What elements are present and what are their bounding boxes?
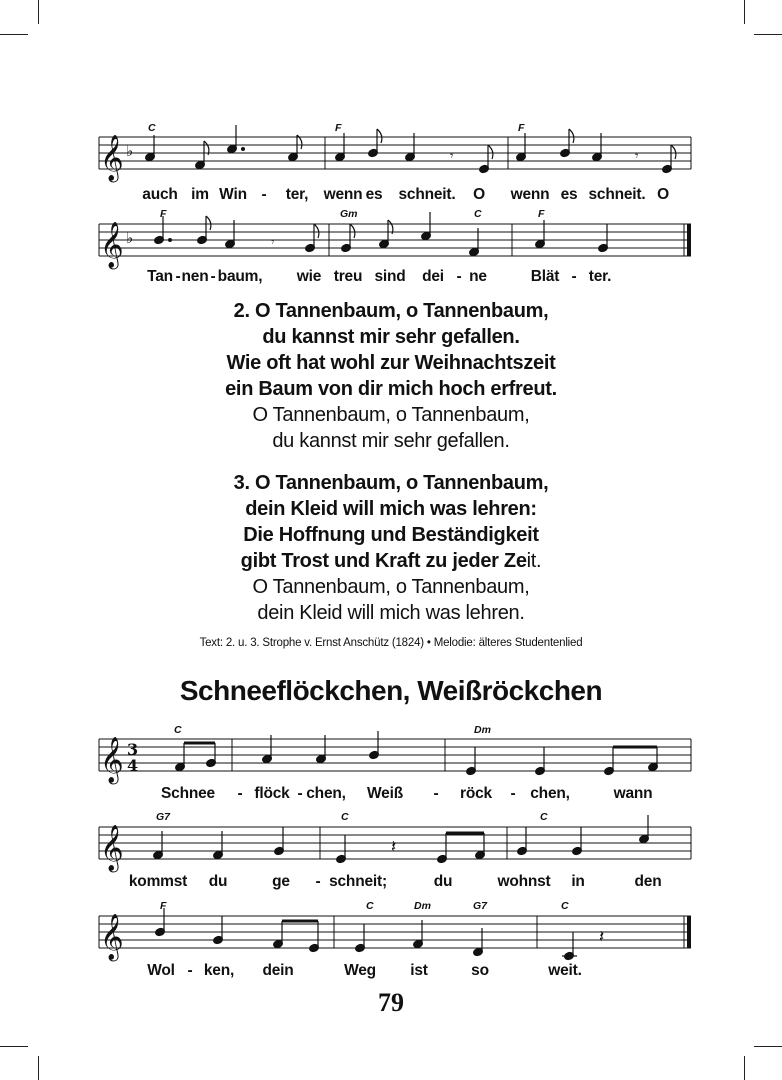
lyric-syllable: - bbox=[433, 785, 439, 802]
lyric-syllable: - bbox=[456, 268, 462, 285]
verse-line-bold-part: gibt Trost und Kraft zu jeder Ze bbox=[240, 550, 527, 572]
verse-line: ein Baum von dir mich hoch erfreut. bbox=[225, 378, 557, 400]
chord-symbol: F bbox=[160, 900, 167, 912]
quarter-rest-icon: 𝄽 bbox=[391, 837, 397, 857]
lyric-syllable: - bbox=[175, 268, 181, 285]
time-signature-bottom: 4 bbox=[127, 756, 139, 775]
lyric-syllable: flöck bbox=[254, 785, 290, 802]
lyric-syllable: - bbox=[187, 962, 193, 979]
lyric-syllable: schneit; bbox=[329, 873, 387, 890]
verse-line: Wie oft hat wohl zur Weihnachtszeit bbox=[226, 352, 556, 374]
chord-symbol: C bbox=[561, 900, 569, 912]
lyric-syllable: im bbox=[191, 186, 209, 203]
lyric-syllable: ge bbox=[272, 873, 290, 890]
lyric-syllable: Blät bbox=[530, 268, 560, 285]
chord-symbol: C bbox=[474, 208, 482, 220]
lyric-syllable: ne bbox=[469, 268, 487, 285]
lyric-syllable: - bbox=[510, 785, 516, 802]
lyric-syllable: ken, bbox=[203, 962, 235, 979]
chord-symbol: G7 bbox=[156, 811, 171, 823]
verse-line: du kannst mir sehr gefallen. bbox=[262, 326, 520, 348]
lyric-syllable: ter. bbox=[588, 268, 612, 285]
treble-clef-icon: 𝄞 bbox=[100, 222, 124, 268]
chord-symbol: F bbox=[160, 208, 167, 220]
lyric-syllable: es bbox=[560, 186, 578, 203]
lyric-syllable: Wol bbox=[147, 962, 175, 979]
lyric-syllable: nen bbox=[181, 268, 209, 285]
lyric-syllable: O bbox=[473, 186, 485, 203]
treble-clef-icon: 𝄞 bbox=[100, 135, 124, 181]
lyric-syllable: du bbox=[208, 873, 228, 890]
chord-symbol: C bbox=[366, 900, 374, 912]
chord-symbol: C bbox=[174, 724, 182, 736]
lyric-syllable: chen, bbox=[306, 785, 346, 802]
chord-symbol: C bbox=[148, 122, 156, 134]
lyric-syllable: Weiß bbox=[367, 785, 403, 802]
verse-line: O Tannenbaum, o Tannenbaum, bbox=[252, 576, 530, 598]
verse-line: O Tannenbaum, o Tannenbaum, bbox=[252, 404, 530, 426]
chord-symbol: Dm bbox=[474, 724, 491, 736]
verse-line: 2. O Tannenbaum, o Tannenbaum, bbox=[233, 300, 549, 322]
lyric-syllable: dein bbox=[262, 962, 294, 979]
time-signature-top: 3 bbox=[127, 740, 139, 759]
quarter-rest-icon: 𝄽 bbox=[599, 927, 605, 947]
lyric-syllable: sind bbox=[374, 268, 406, 285]
lyric-syllable: dei bbox=[422, 268, 444, 285]
eighth-rest-icon: 𝄾 bbox=[635, 149, 639, 164]
chord-symbol: F bbox=[335, 122, 342, 134]
lyric-syllable: - bbox=[261, 186, 267, 203]
lyric-syllable: - bbox=[571, 268, 577, 285]
lyric-syllable: schneit. bbox=[398, 186, 456, 203]
lyric-syllable: wenn bbox=[323, 186, 363, 203]
page-number: 79 bbox=[378, 988, 404, 1017]
song-credit: Text: 2. u. 3. Strophe v. Ernst Anschütz (1824) • Melodie: älteres Studentenlied bbox=[199, 637, 583, 649]
lyric-syllable: den bbox=[634, 873, 662, 890]
lyric-syllable: es bbox=[365, 186, 383, 203]
lyric-syllable: - bbox=[210, 268, 216, 285]
lyric-syllable: ist bbox=[410, 962, 428, 979]
eighth-rest-icon: 𝄾 bbox=[450, 149, 454, 164]
chord-symbol: Dm bbox=[414, 900, 431, 912]
chord-symbol: F bbox=[538, 208, 545, 220]
lyric-syllable: ter, bbox=[285, 186, 309, 203]
lyric-syllable: weit. bbox=[548, 962, 582, 979]
eighth-rest-icon: 𝄾 bbox=[271, 235, 275, 250]
lyric-syllable: Schnee bbox=[161, 785, 215, 802]
flat-sign-icon: ♭ bbox=[126, 142, 134, 160]
lyric-syllable: treu bbox=[333, 268, 363, 285]
verse-line: Die Hoffnung und Beständigkeit bbox=[243, 524, 539, 546]
lyric-syllable: wohnst bbox=[497, 873, 551, 890]
lyric-syllable: Tan bbox=[147, 268, 173, 285]
chord-symbol: C bbox=[341, 811, 349, 823]
verse-line: 3. O Tannenbaum, o Tannenbaum, bbox=[233, 472, 549, 494]
lyric-syllable: Weg bbox=[344, 962, 376, 979]
lyric-syllable: Win bbox=[219, 186, 247, 203]
lyric-syllable: wenn bbox=[510, 186, 550, 203]
lyric-syllable: chen, bbox=[530, 785, 570, 802]
lyric-syllable: O bbox=[657, 186, 669, 203]
treble-clef-icon: 𝄞 bbox=[100, 825, 124, 871]
lyric-syllable: auch bbox=[142, 186, 178, 203]
treble-clef-icon: 𝄞 bbox=[100, 914, 124, 960]
lyric-syllable: - bbox=[315, 873, 321, 890]
lyric-syllable: baum, bbox=[217, 268, 263, 285]
verse-line: du kannst mir sehr gefallen. bbox=[272, 430, 510, 452]
lyric-syllable: röck bbox=[460, 785, 492, 802]
chord-symbol: Gm bbox=[340, 208, 358, 220]
verse-line: dein Kleid will mich was lehren: bbox=[245, 498, 537, 520]
lyric-syllable: - bbox=[237, 785, 243, 802]
lyric-syllable: - bbox=[297, 785, 303, 802]
flat-sign-icon: ♭ bbox=[126, 229, 134, 247]
lyric-syllable: wann bbox=[613, 785, 653, 802]
lyric-syllable: du bbox=[433, 873, 453, 890]
chord-symbol: F bbox=[518, 122, 525, 134]
verse-line: dein Kleid will mich was lehren. bbox=[257, 602, 525, 624]
verse-line-regular-part: it. bbox=[526, 550, 542, 572]
lyric-syllable: in bbox=[571, 873, 585, 890]
lyric-syllable: wie bbox=[296, 268, 322, 285]
chord-symbol: C bbox=[540, 811, 548, 823]
chord-symbol: G7 bbox=[473, 900, 488, 912]
lyric-syllable: schneit. bbox=[588, 186, 646, 203]
lyric-syllable: kommst bbox=[128, 873, 188, 890]
treble-clef-icon: 𝄞 bbox=[100, 737, 124, 783]
song-title: Schneeflöckchen, Weißröckchen bbox=[179, 675, 603, 706]
lyric-syllable: so bbox=[471, 962, 489, 979]
